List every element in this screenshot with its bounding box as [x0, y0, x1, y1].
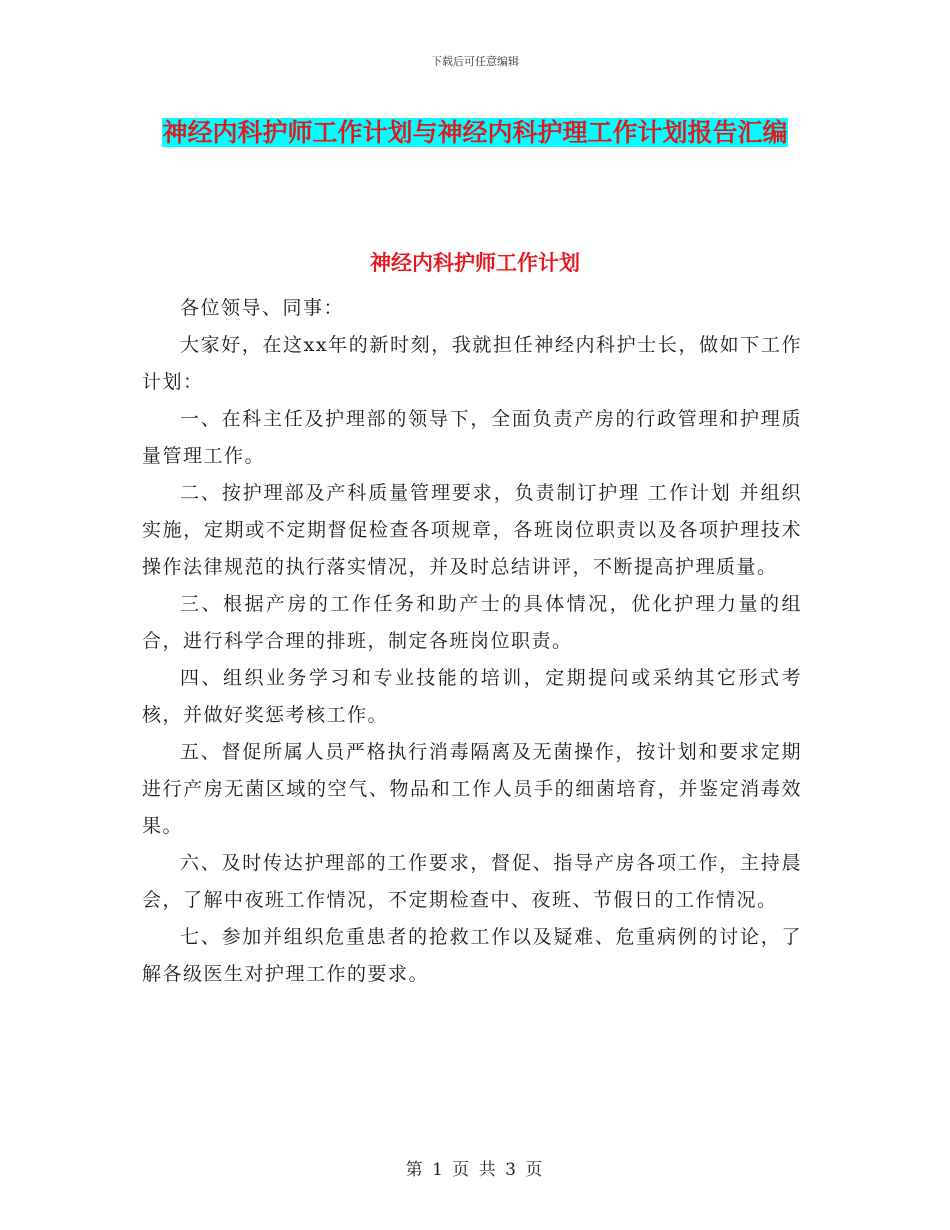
paragraph-item-2: 二、按护理部及产科质量管理要求，负责制订护理 工作计划 并组织实施，定期或不定期督促检查各项规章，各班岗位职责以及各项护理技术操作法律规范的执行落实情况，并及时总结讲评，不断提高护理质量。	[142, 482, 802, 578]
page-number: 第 1 页 共 3 页	[405, 1160, 545, 1180]
paragraph-item-7: 七、参加并组织危重患者的抢救工作以及疑难、危重病例的讨论，了解各级医生对护理工作的要求。	[142, 926, 802, 985]
document-title	[140, 112, 810, 154]
paragraph-intro: 大家好，在这xx年的新时刻，我就担任神经内科护士长，做如下工作计划：	[142, 334, 802, 393]
header-note: 下载后可任意编辑	[431, 55, 519, 68]
paragraph-item-4: 四、组织业务学习和专业技能的培训，定期提问或采纳其它形式考核，并做好奖惩考核工作。	[142, 667, 802, 726]
section-title: 神经内科护师工作计划	[370, 251, 580, 275]
paragraph-item-6: 六、及时传达护理部的工作要求，督促、指导产房各项工作，主持晨会，了解中夜班工作情况，不定期检查中、夜班、节假日的工作情况。	[142, 852, 802, 911]
document-body	[142, 290, 802, 993]
paragraph-item-1: 一、在科主任及护理部的领导下，全面负责产房的行政管理和护理质量管理工作。	[142, 408, 802, 467]
paragraph-salutation: 各位领导、同事：	[180, 297, 345, 319]
paragraph-item-3: 三、根据产房的工作任务和助产士的具体情况，优化护理力量的组合，进行科学合理的排班，制定各班岗位职责。	[142, 593, 802, 652]
document-title-text: 神经内科护师工作计划与神经内科护理工作计划报告汇编	[162, 118, 788, 147]
paragraph-item-5: 五、督促所属人员严格执行消毒隔离及无菌操作，按计划和要求定期进行产房无菌区域的空气、物品和工作人员手的细菌培育，并鉴定消毒效果。	[142, 741, 802, 837]
